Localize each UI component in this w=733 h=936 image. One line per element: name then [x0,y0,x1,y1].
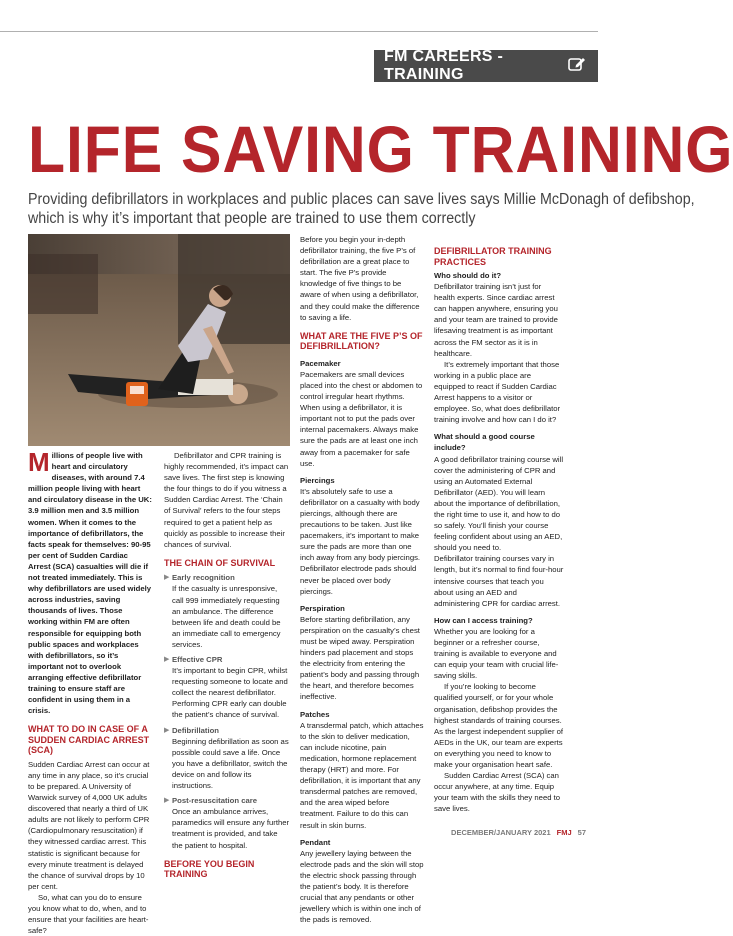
chain-item [164,795,290,850]
column-3 [300,234,424,925]
five-p-text: It’s absolutely safe to use a defibrillator on a casualty with body piercings, although there are precautions to be taken. Just like pacemakers, it’s important to make sure the pads are more than one inch away from any body piercings. Defibrillator electrode pads should never be placed over body piercings. [300,486,421,596]
answer-who: Defibrillator training isn’t just for health experts. Since cardiac arrest can happen anywhere, ensuring you and your team are trained to provide lifesaving treatment is as important across the FM sector as it is in healthcare. [434,282,558,358]
section-label: FM CAREERS - TRAINING [384,48,504,83]
heading-sca: WHAT TO DO IN CASE OF A SUDDEN CARDIAC ARREST (SCA) [28,724,150,756]
arrow-icon: ▶ [164,797,170,805]
column-1 [28,447,152,936]
arrow-icon: ▶ [164,726,170,734]
chain-item-text: If the casualty is unresponsive, call 999 immediately requesting an ambulance. The difference between life and death could be an immediate call to emergency services. [172,584,281,649]
issue-date: DECEMBER/JANUARY 2021 [451,828,551,837]
section-tab [374,50,598,82]
heading-before: BEFORE YOU BEGIN TRAINING [164,858,255,880]
five-p-text: A transdermal patch, which attaches to the skin to deliver medication, can include nicotine, pain medication, hormone replacement therapy (HRT) and more. For defibrillation, it is important that any transdermal patches are removed, and the area wiped before treatment. Failure to do this can result in skin burns. [300,720,424,830]
arrow-icon: ▶ [164,574,170,582]
question-access: How can I access training? [434,615,533,625]
top-rule [0,31,598,32]
intro-paragraph [28,447,152,716]
chain-item-text: Once an ambulance arrives, paramedics will ensure any further treatment is provided, and take the patient to hospital. [172,807,290,850]
heading-five-ps: WHAT ARE THE FIVE P’S OF DEFIBRILLATION? [300,330,423,352]
intro-text: illions of people live with heart and circulatory diseases, with around 7.4 million people living with heart and circulatory disease in the UK: 3.9 million men and 3.5 million women. When it comes to the importance of defibrillators, the facts speak for themselves: 90-95 per cent of Sudden Cardiac Arrest (SCA) casualties will die if not treated immediately. This is why defibrillators are used widely across industries, saving thousands of lives. Those working within FM are often responsible for equipping both public spaces and workplaces with defibrillators, so it’s important not to overlook arranging effective defibrillator training to ensure staff are confident in using them in a crisis. [28,451,152,716]
paragraph-before: Before you begin your in-depth defibrillator training, the five P’s of defibrillation are a great place to start. The five P’s provide knowledge of five things to be aware of when using a defibrillator, and they could make the difference to saving a life. [300,235,420,322]
question-course: What should a good course include? [434,432,535,453]
cpr-photo [28,234,290,446]
column-2 [164,450,290,883]
chain-item [164,725,290,792]
paragraph-sca-2: So, what can you do to ensure you know what to do, when, and to ensure that your facilities are heart-safe? [28,892,149,936]
headline: LIFE SAVING TRAINING [28,112,733,186]
paragraph-sca: Sudden Cardiac Arrest can occur at any time in any place, so it’s crucial to be prepared. A University of Warwick survey of 4,000 UK adults discovered that nearly a third of UK adults are not likely to perform CPR (Cardiopulmonary resuscitation) if they witnessed cardiac arrest. This statistic is significant because for every minute treatment is delayed the chance of survival drops by 10 per cent. [28,759,150,891]
page-number: 57 [577,828,586,837]
chain-item-title: Early recognition [172,573,235,583]
chain-item-title: Effective CPR [172,655,223,664]
arrow-icon: ▶ [164,656,170,663]
chain-item-text: Beginning defibrillation as soon as possible could save a life. Once you have a defibrillator, switch the device on and follow its instructions. [172,736,289,791]
five-p-title: Patches [300,709,330,719]
chain-item-text: It’s important to begin CPR, whilst requesting someone to locate and collect the nearest defibrillator. Performing CPR early can double the patient’s chance of survival. [172,666,288,720]
standfirst [28,190,695,228]
heading-practices: DEFIBRILLATOR TRAINING PRACTICES [434,246,552,267]
standfirst-line-2: which is why it’s important that people are trained to use them correctly [28,210,476,227]
answer-access-2: If you’re looking to become qualified yourself, or for your whole organisation, defibshop provides the highest standards of training courses. As the largest independent supplier of AEDs in the UK, our team are experts on everything you need to know to make your organisation heart safe. [434,682,564,770]
column-4 [434,234,564,815]
answer-access-3: Sudden Cardiac Arrest (SCA) can occur anywhere, at any time. Equip your team with the skills they need to save lives. [434,771,561,814]
answer-access: Whether you are looking for a beginner or a refresher course, training is available to everyone and can equip your team with crucial life-saving skills. [434,626,559,681]
five-p-title: Perspiration [300,603,345,613]
standfirst-line-1: Providing defibrillators in workplaces and public places can save lives says Millie McDonagh of defibshop, [28,191,695,208]
question-who: Who should do it? [434,271,502,280]
answer-course: A good defibrillator training course will cover the administering of CPR and using an Automated External Defibrillator (AED). You will learn about the importance of defibrillation, the right time to use it, and how to do so safely. You’ll finish your course feeling confident about using an AED, should you need to. [434,454,564,553]
five-p-text: Any jewellery laying between the electrode pads and the skin will stop the electric shock passing through the patient’s body. It is therefore crucial that any pendants or other jewellery which is within one inch of the pads is removed. [300,848,424,925]
magazine-name: FMJ [556,828,572,837]
edit-icon [568,56,590,77]
five-p-text: Pacemakers are small devices placed into the chest or abdomen to control irregular heart rhythms. When using a defibrillator, it is important not to put the pads over internal pacemakers. Always make sure the pads are at least one inch away from a pacemaker for safe use. [300,369,423,468]
chain-item-title: Post-resuscitation care [172,796,258,806]
drop-cap: M [28,447,50,477]
answer-course-2: Defibrillator training courses vary in length, but it’s normal to find four-hour intensive courses that teach you about using an AED and administering CPR for cardiac arrest. [434,554,564,608]
page-footer [451,828,586,837]
five-p-title: Pacemaker [300,358,341,368]
chain-item [164,572,290,650]
five-p-title: Pendant [300,837,331,847]
chain-item-title: Defibrillation [172,725,219,735]
paragraph-cpr: Defibrillator and CPR training is highly recommended, it’s impact can save lives. The first step is knowing the four things to do if you witness a Sudden Cardiac Arrest. The ‘Chain of Survival’ refers to the four steps required to get a patient help as quickly as possible to increase their chances of survival. [164,451,289,549]
five-p-title: Piercings [300,475,335,485]
five-p-text: Before starting defibrillation, any perspiration on the casualty’s chest must be wiped away. Perspiration hinders pad placement and stops the electricity from entering the patient’s body and passing through the heart, and therefore becomes ineffective. [300,614,420,702]
answer-who-2: It’s extremely important that those working in a public place are equipped to react if Sudden Cardiac Arrest happens to a visitor or employee. So, what does defibrillator training involve and how can I do it? [434,359,561,425]
heading-chain: THE CHAIN OF SURVIVAL [164,557,276,568]
chain-item [164,654,290,721]
